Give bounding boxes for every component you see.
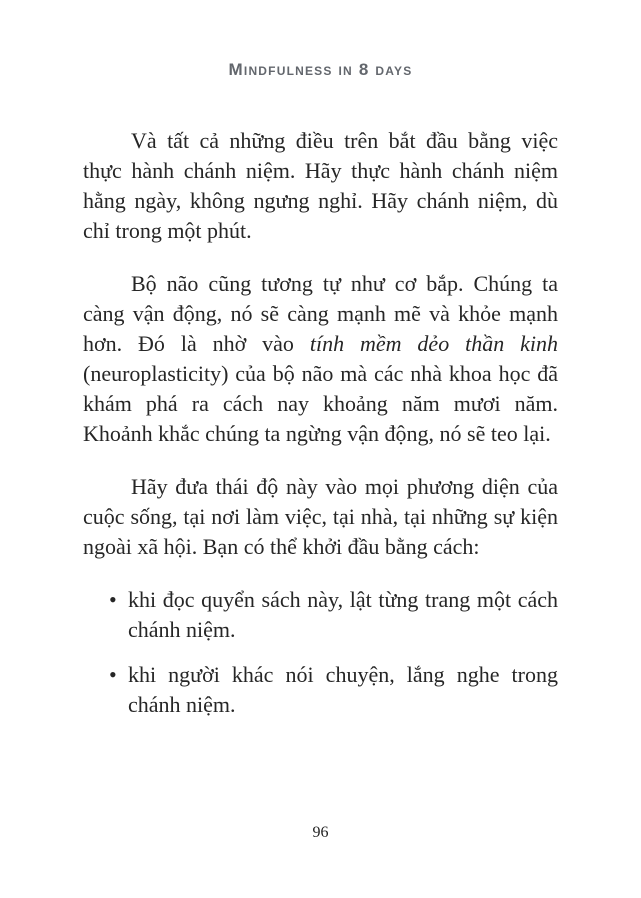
page-footer [0, 824, 641, 842]
page-content [83, 126, 558, 735]
running-header [0, 60, 641, 80]
paragraph-2-italic-phrase: tính mềm dẻo thần kinh [309, 331, 558, 356]
paragraph-2 [83, 269, 558, 449]
paragraph-2-text-before: Bộ não cũng tương tự như cơ bắp. Chúng ta càng vận động, nó sẽ càng mạnh mẽ và khỏe mạnh hơn. Đó là nhờ vào [83, 271, 558, 356]
list-item-text: khi đọc quyển sách này, lật từng trang một cách chánh niệm. [128, 587, 558, 642]
list-item [109, 660, 558, 720]
paragraph-2-text-after: (neuroplasticity) của bộ não mà các nhà khoa học đã khám phá ra cách nay khoảng năm mươi năm. Khoảnh khắc chúng ta ngừng vận động, nó sẽ teo lại. [83, 361, 558, 446]
page-number: 96 [312, 824, 329, 841]
paragraph-3: Hãy đưa thái độ này vào mọi phương diện của cuộc sống, tại nơi làm việc, tại nhà, tại những sự kiện ngoài xã hội. Bạn có thể khởi đầu bằng cách: [83, 474, 558, 559]
bullet-icon: • [109, 662, 117, 687]
running-header-title: Mindfulness in 8 days [228, 60, 413, 79]
bullet-list [83, 585, 558, 720]
list-item [109, 585, 558, 645]
paragraph-1: Và tất cả những điều trên bắt đầu bằng việc thực hành chánh niệm. Hãy thực hành chánh niệm hằng ngày, không ngưng nghỉ. Hãy chánh niệm, dù chỉ trong một phút. [83, 128, 558, 243]
bullet-icon: • [109, 587, 117, 612]
list-item-text: khi người khác nói chuyện, lắng nghe trong chánh niệm. [128, 662, 558, 717]
